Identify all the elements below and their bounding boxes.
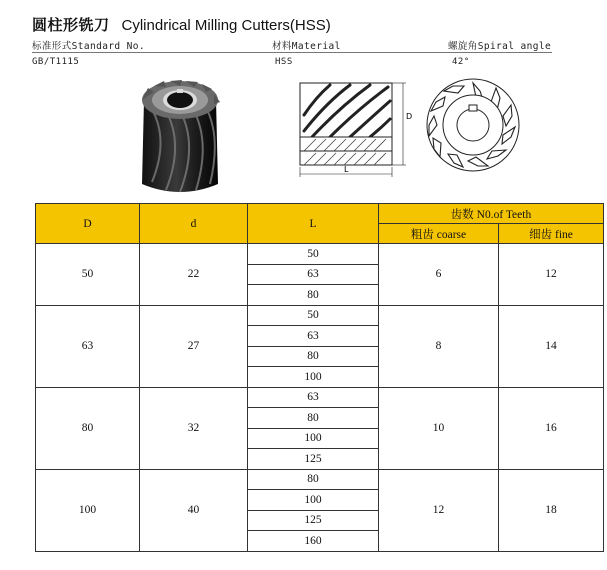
table-row [36, 387, 604, 408]
cell-coarse: 12 [379, 469, 499, 551]
cell-L: 80 [248, 346, 379, 367]
cell-L: 125 [248, 449, 379, 470]
cell-L: 80 [248, 469, 379, 490]
header-divider [32, 52, 552, 53]
cell-L: 63 [248, 387, 379, 408]
spiral-angle-label: 螺旋角Spiral angle [448, 41, 552, 52]
cell-D: 80 [36, 387, 140, 469]
header-L: L [248, 204, 379, 244]
cell-d: 27 [140, 305, 248, 387]
cell-D: 50 [36, 244, 140, 306]
side-view-drawing [290, 75, 415, 180]
header-coarse: 粗齿 coarse [379, 224, 499, 244]
cell-d: 32 [140, 387, 248, 469]
standard-label: 标准形式Standard No. [32, 41, 146, 52]
cell-L: 50 [248, 305, 379, 326]
cell-D: 63 [36, 305, 140, 387]
cell-fine: 12 [499, 244, 604, 306]
cell-fine: 14 [499, 305, 604, 387]
cutter-photo [130, 78, 230, 200]
cell-d: 40 [140, 469, 248, 551]
spiral-angle-value: 42° [452, 57, 470, 67]
cell-L: 100 [248, 367, 379, 388]
dimension-L-label: L [344, 165, 349, 174]
cell-d: 22 [140, 244, 248, 306]
header-fine: 细齿 fine [499, 224, 604, 244]
cell-L: 100 [248, 428, 379, 449]
cell-L: 160 [248, 531, 379, 552]
spec-table [35, 203, 604, 552]
header-d: d [140, 204, 248, 244]
cell-L: 80 [248, 285, 379, 306]
cell-L: 63 [248, 264, 379, 285]
material-label: 材料Material [272, 41, 341, 52]
cell-L: 63 [248, 326, 379, 347]
header-D: D [36, 204, 140, 244]
cell-fine: 16 [499, 387, 604, 469]
table-row [36, 305, 604, 326]
dimension-D-label: D [406, 112, 413, 121]
cell-fine: 18 [499, 469, 604, 551]
title-english: Cylindrical Milling Cutters(HSS) [121, 17, 331, 34]
front-view-drawing [418, 75, 528, 175]
header-teeth: 齿数 N0.of Teeth [379, 204, 604, 224]
cell-L: 100 [248, 490, 379, 511]
cell-coarse: 10 [379, 387, 499, 469]
cell-L: 50 [248, 244, 379, 265]
table-row [36, 469, 604, 490]
page-title [32, 14, 331, 36]
cell-L: 80 [248, 408, 379, 429]
cell-coarse: 8 [379, 305, 499, 387]
table-row [36, 244, 604, 265]
standard-value: GB/T1115 [32, 57, 80, 67]
title-chinese: 圆柱形铣刀 [32, 16, 110, 34]
cell-coarse: 6 [379, 244, 499, 306]
cell-D: 100 [36, 469, 140, 551]
cell-L: 125 [248, 510, 379, 531]
material-value: HSS [275, 57, 293, 67]
